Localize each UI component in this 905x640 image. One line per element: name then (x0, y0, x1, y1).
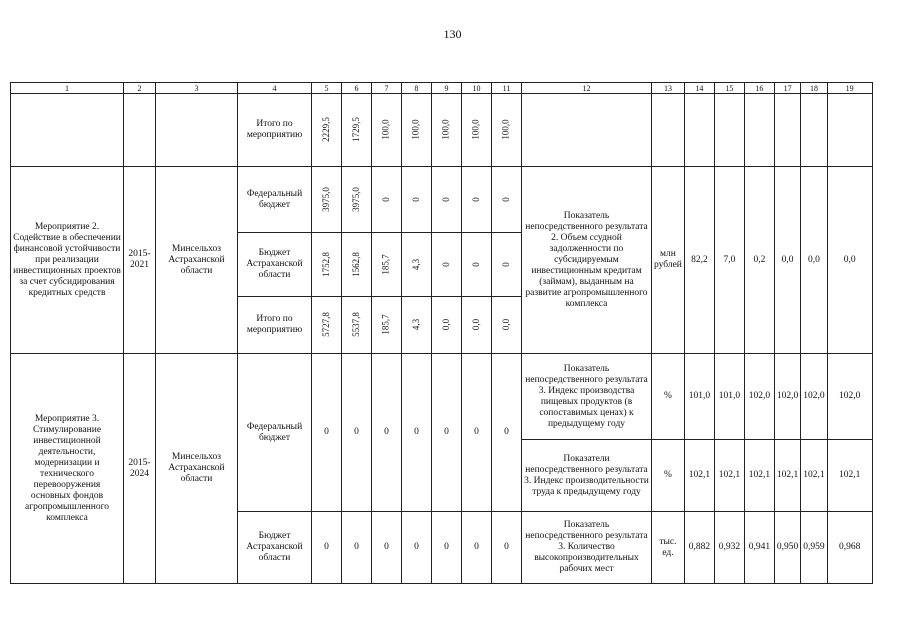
column-header: 19 (827, 83, 872, 94)
value-text: 0 (441, 196, 451, 202)
column-header: 2 (124, 83, 156, 94)
column-header: 9 (432, 83, 462, 94)
value-text: 0 (441, 261, 451, 267)
value-cell (312, 297, 342, 354)
value-text: 4,3 (411, 258, 421, 270)
value-cell: 0 (372, 512, 402, 584)
value-text: 2229,5 (321, 117, 331, 142)
value-text: 100,0 (411, 119, 421, 140)
target-cell: 102,0 (827, 354, 872, 440)
value-text: 0 (381, 196, 391, 202)
column-header: 5 (312, 83, 342, 94)
value-text: 0 (501, 196, 511, 202)
executor-cell (156, 94, 238, 167)
column-header: 10 (462, 83, 492, 94)
header-row (11, 83, 873, 94)
value-text: 100,0 (501, 119, 511, 140)
value-cell: 0 (432, 512, 462, 584)
source-cell: Федеральный бюджет (238, 354, 312, 512)
value-cell (402, 94, 432, 167)
value-cell (432, 167, 462, 233)
value-text: 0,0 (471, 318, 481, 331)
value-cell (462, 233, 492, 297)
column-header: 16 (744, 83, 774, 94)
value-text: 185,7 (381, 253, 391, 275)
target-cell: 102,1 (684, 440, 714, 512)
value-text: 100,0 (381, 119, 391, 140)
column-header: 3 (156, 83, 238, 94)
indicator-cell: Показатель непосредственного результата 3. Индекс производства пищевых продуктов (в сопоставимых ценах) к предыдущему году (522, 354, 652, 440)
value-cell: 0 (312, 512, 342, 584)
value-cell (492, 297, 522, 354)
executor-cell: Минсельхоз Астраханской области (156, 354, 238, 584)
table-row (11, 94, 873, 167)
unit-cell: млн рублей (652, 167, 685, 354)
value-cell (432, 297, 462, 354)
column-header: 17 (774, 83, 800, 94)
column-header: 13 (652, 83, 685, 94)
target-cell: 102,0 (801, 354, 827, 440)
value-cell: 0 (462, 512, 492, 584)
period-cell: 2015-2021 (124, 167, 156, 354)
column-header: 4 (238, 83, 312, 94)
value-cell (372, 167, 402, 233)
value-text: 0,0 (501, 318, 511, 331)
unit-cell: % (652, 440, 685, 512)
value-cell (462, 167, 492, 233)
value-cell (462, 94, 492, 167)
measure-cell (11, 94, 124, 167)
target-cell (774, 94, 800, 167)
value-text: 0 (471, 261, 481, 267)
value-cell: 0 (312, 354, 342, 512)
column-header: 12 (522, 83, 652, 94)
indicator-cell: Показатель непосредственного результата 2. Объем ссудной задолженности по субсидируемым инвестиционным кредитам (займам), выданным на развитие агропромышленного комплекса (522, 167, 652, 354)
value-cell (342, 167, 372, 233)
indicator-cell: Показатель непосредственного результата 3. Количество высокопроизводительных рабочих мест (522, 512, 652, 584)
target-cell (714, 94, 744, 167)
target-cell: 7,0 (714, 167, 744, 354)
value-cell (492, 167, 522, 233)
target-cell: 0,0 (827, 167, 872, 354)
value-cell: 0 (492, 512, 522, 584)
value-cell: 0 (432, 354, 462, 512)
value-text: 1729,5 (351, 117, 361, 142)
source-cell: Бюджет Астраханской области (238, 233, 312, 297)
value-text: 100,0 (441, 119, 451, 140)
column-header: 18 (801, 83, 827, 94)
value-cell (492, 233, 522, 297)
value-text: 5537,8 (351, 312, 361, 337)
column-header: 15 (714, 83, 744, 94)
period-cell: 2015-2024 (124, 354, 156, 584)
value-cell (402, 233, 432, 297)
target-cell (827, 94, 872, 167)
value-cell (432, 94, 462, 167)
value-cell (342, 94, 372, 167)
target-cell: 0,959 (801, 512, 827, 584)
value-text: 0 (471, 196, 481, 202)
target-cell: 0,882 (684, 512, 714, 584)
source-cell: Итого по мероприятию (238, 94, 312, 167)
target-cell: 102,1 (774, 440, 800, 512)
value-cell (342, 233, 372, 297)
indicator-cell (522, 94, 652, 167)
target-cell: 0,932 (714, 512, 744, 584)
column-header: 8 (402, 83, 432, 94)
source-cell: Бюджет Астраханской области (238, 512, 312, 584)
value-cell (462, 297, 492, 354)
value-cell: 0 (492, 354, 522, 512)
value-cell (342, 297, 372, 354)
target-cell: 0,941 (744, 512, 774, 584)
value-text: 1752,8 (321, 251, 331, 277)
value-cell: 0 (402, 354, 432, 512)
value-text: 4,3 (411, 318, 421, 331)
source-cell: Итого по мероприятию (238, 297, 312, 354)
value-text: 3975,0 (321, 186, 331, 212)
value-text: 3975,0 (351, 186, 361, 212)
value-cell (372, 94, 402, 167)
table-row (11, 167, 873, 233)
measure-name: Мероприятие 3. Стимулирование инвестиционной деятельности, модернизации и технического перевооружения основных фондов агропромышленного комплекса (11, 354, 124, 584)
target-cell: 102,0 (774, 354, 800, 440)
value-cell (312, 167, 342, 233)
value-cell: 0 (342, 512, 372, 584)
value-cell: 0 (462, 354, 492, 512)
column-header: 6 (342, 83, 372, 94)
value-text: 185,7 (381, 314, 391, 335)
target-cell: 0,0 (774, 167, 800, 354)
target-cell: 101,0 (714, 354, 744, 440)
target-cell: 0,968 (827, 512, 872, 584)
target-cell: 0,2 (744, 167, 774, 354)
column-header: 1 (11, 83, 124, 94)
target-cell: 82,2 (684, 167, 714, 354)
target-cell: 101,0 (684, 354, 714, 440)
unit-cell: % (652, 354, 685, 440)
unit-cell (652, 94, 685, 167)
value-cell (372, 297, 402, 354)
column-header: 7 (372, 83, 402, 94)
value-cell (372, 233, 402, 297)
target-cell: 102,1 (744, 440, 774, 512)
unit-cell: тыс. ед. (652, 512, 685, 584)
program-table (10, 82, 873, 584)
value-text: 0 (411, 196, 421, 202)
target-cell (684, 94, 714, 167)
target-cell (801, 94, 827, 167)
value-text: 100,0 (471, 119, 481, 140)
value-cell: 0 (402, 512, 432, 584)
value-cell (312, 94, 342, 167)
value-cell (402, 167, 432, 233)
target-cell: 102,1 (801, 440, 827, 512)
value-cell (432, 233, 462, 297)
target-cell: 102,1 (827, 440, 872, 512)
value-text: 0,0 (441, 318, 451, 331)
target-cell: 102,1 (714, 440, 744, 512)
column-header: 14 (684, 83, 714, 94)
period-cell (124, 94, 156, 167)
source-cell: Федеральный бюджет (238, 167, 312, 233)
target-cell: 0,0 (801, 167, 827, 354)
value-cell (492, 94, 522, 167)
value-text: 5727,8 (321, 312, 331, 337)
measure-name: Мероприятие 2. Содействие в обеспечении финансовой устойчивости при реализации инвестиционных проектов за счет субсидирования кредитных средств (11, 167, 124, 354)
target-cell (744, 94, 774, 167)
value-cell (312, 233, 342, 297)
target-cell: 102,0 (744, 354, 774, 440)
column-header: 11 (492, 83, 522, 94)
value-text: 0 (501, 261, 511, 267)
value-cell: 0 (372, 354, 402, 512)
indicator-cell: Показатели непосредственного результата 3. Индекс производительности труда к предыдущему году (522, 440, 652, 512)
page-number: 130 (443, 27, 462, 41)
target-cell: 0,950 (774, 512, 800, 584)
executor-cell: Минсельхоз Астраханской области (156, 167, 238, 354)
table-row (11, 354, 873, 440)
value-cell (402, 297, 432, 354)
value-text: 1562,8 (351, 251, 361, 277)
value-cell: 0 (342, 354, 372, 512)
